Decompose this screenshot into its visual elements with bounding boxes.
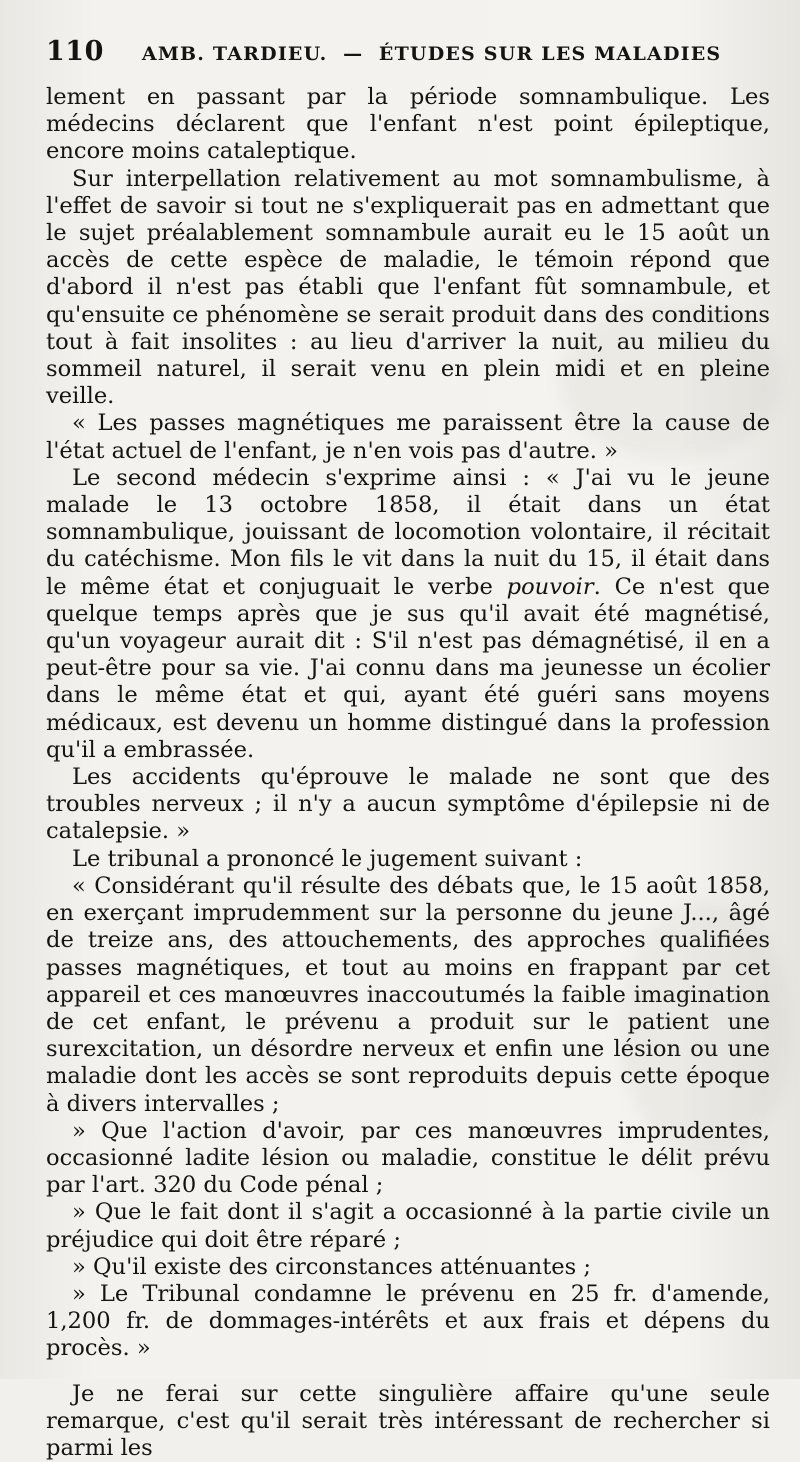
paragraph: Les accidents qu'éprouve le malade ne sont que des troubles nerveux ; il n'y a aucun symptôme d'épilepsie ni de catalepsie. » bbox=[46, 764, 770, 845]
paragraph: Je ne ferai sur cette singulière affaire qu'une seule remarque, c'est qu'il serait très intéressant de rechercher si parmi les bbox=[46, 1380, 770, 1461]
body-text bbox=[46, 84, 770, 1462]
paragraph: « Les passes magnétiques me paraissent être la cause de l'état actuel de l'enfant, je n'en vois pas d'autre. » bbox=[46, 410, 770, 464]
paragraph: Le tribunal a prononcé le jugement suivant : bbox=[72, 845, 583, 872]
paragraph: » Qu'il existe des circonstances atténuantes ; bbox=[72, 1253, 592, 1280]
page-number: 110 bbox=[46, 36, 104, 67]
paragraph: » Le Tribunal condamne le prévenu en 25 fr. d'amende, 1,200 fr. de dommages-intérêts et aux frais et dépens du procès. » bbox=[46, 1280, 770, 1362]
paragraph: « Considérant qu'il résulte des débats que, le 15 août 1858, en exerçant imprudemment sur la personne du jeune J..., âgé de treize ans, des attouchements, des approches qualifiées passes magnétiques, et tout au moins en frappant par cet appareil et ces manœuvres inaccoutumés la faible imagination de cet enfant, le prévenu a produit sur le patient une surexcitation, un désordre nerveux et enfin une lésion ou une maladie dont les accès se sont reproduits depuis cette époque à divers intervalles ; bbox=[46, 872, 770, 1117]
page-header bbox=[46, 36, 760, 76]
italic-word: pouvoir bbox=[506, 573, 594, 600]
paragraph: » Que le fait dont il s'agit a occasionné à la partie civile un préjudice qui doit être réparé ; bbox=[46, 1199, 770, 1253]
paragraph: Sur interpellation relativement au mot somnambulisme, à l'effet de savoir si tout ne s'expliquerait pas en admettant que le sujet préalablement somnambule aurait eu le 15 août un accès de cette espèce de maladie, le témoin répond que d'abord il n'est pas établi que l'enfant fût somnambule, et qu'ensuite ce phénomène se serait produit dans des conditions tout à fait insolites : au lieu d'arriver la nuit, au milieu du sommeil naturel, il serait venu en plein midi et en pleine veille. bbox=[46, 165, 770, 410]
paragraph-text: Le second médecin s'exprime ainsi : « J'ai vu le jeune malade le 13 octobre 1858, il était dans un état somnambulique, jouissant de locomotion volontaire, il récitait du catéchisme. Mon fils le vit dans la nuit du 15, il était dans le même état et conjuguait le verbe bbox=[46, 464, 770, 600]
paragraph bbox=[46, 465, 770, 764]
paragraph: » Que l'action d'avoir, par ces manœuvres imprudentes, occasionné ladite lésion ou maladie, constitue le délit prévu par l'art. 320 du Code pénal ; bbox=[46, 1117, 770, 1199]
paragraph: lement en passant par la période somnambulique. Les médecins déclarent que l'enfant n'est point épileptique, encore moins cataleptique. bbox=[46, 84, 770, 165]
running-head: AMB. TARDIEU. — ÉTUDES SUR LES MALADIES bbox=[141, 43, 722, 65]
paragraph-text: . Ce n'est que quelque temps après que je sus qu'il avait été magnétisé, qu'un voyageur aurait dit : S'il n'est pas démagnétisé, il en a peut-être pour sa vie. J'ai connu dans ma jeunesse un écolier dans le même état et qui, ayant été guéri sans moyens médicaux, est devenu un homme distingué dans la profession qu'il a embrassée. bbox=[46, 573, 770, 763]
